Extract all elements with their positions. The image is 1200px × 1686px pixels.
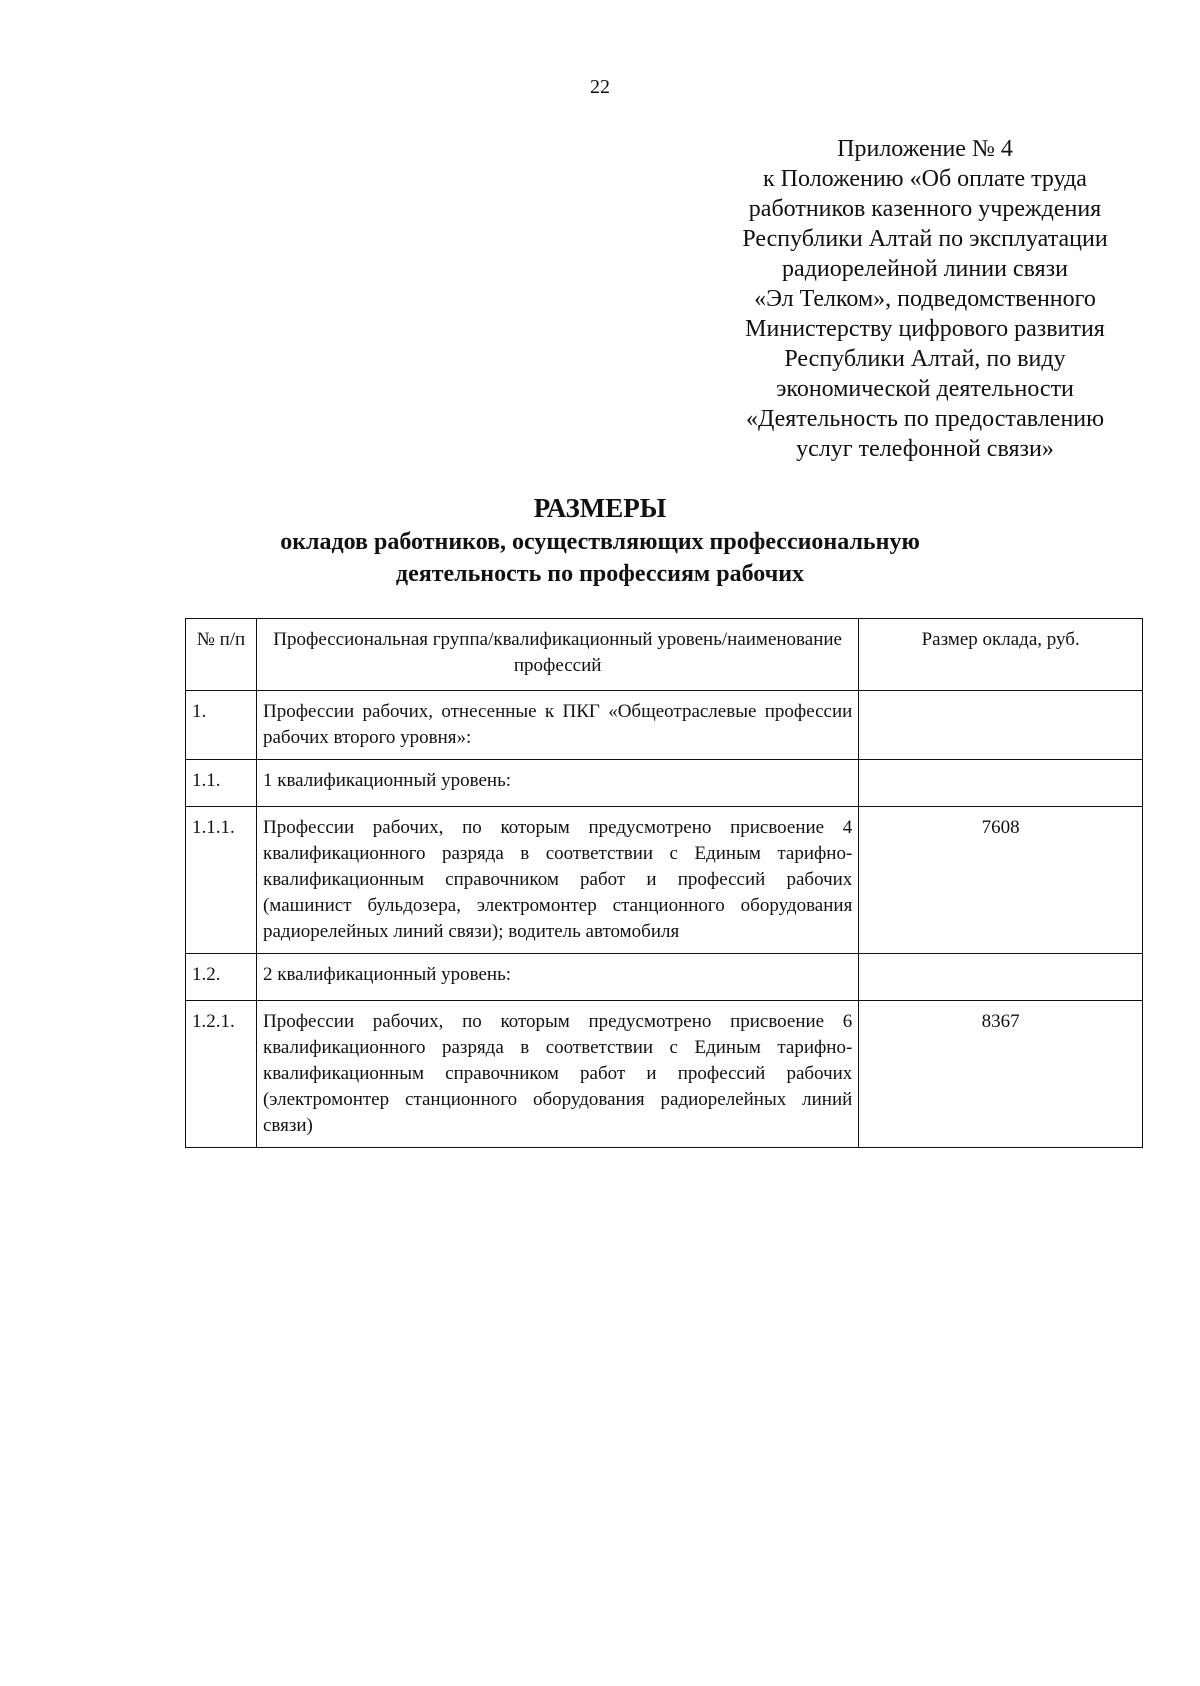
appendix-line: «Деятельность по предоставлению [745, 406, 1105, 432]
appendix-line: услуг телефонной связи» [796, 436, 1054, 462]
header-name: Профессиональная группа/квалификационный уровень/наименование профессий [256, 619, 858, 691]
subtitle-line: деятельность по профессиям рабочих [395, 561, 805, 587]
table-row [186, 807, 1143, 954]
row-number: 1.2. [186, 954, 257, 1001]
document-title: РАЗМЕРЫ [533, 493, 667, 523]
appendix-line: Приложение № 4 [837, 136, 1013, 162]
appendix-line: Республики Алтай, по виду [784, 346, 1066, 372]
row-name: Профессии рабочих, отнесенные к ПКГ «Общеотраслевые профессии рабочих второго уровня»: [256, 691, 858, 760]
appendix-line: экономической деятельности [776, 376, 1074, 402]
table-row [186, 760, 1143, 807]
appendix-line: «Эл Телком», подведомственного [754, 286, 1096, 312]
row-number: 1.1.1. [186, 807, 257, 954]
row-number: 1.1. [186, 760, 257, 807]
row-name: Профессии рабочих, по которым предусмотрено присвоение 4 квалификационного разряда в соответствии с Единым тарифно-квалификационным справочником работ и профессий рабочих (машинист бульдозера, электромонтер станционного оборудования радиорелейных линий связи); водитель автомобиля [256, 807, 858, 954]
row-name: 2 квалификационный уровень: [256, 954, 858, 1001]
subtitle-line: окладов работников, осуществляющих профессиональную [280, 529, 920, 555]
table-header-row [186, 619, 1143, 691]
row-name: 1 квалификационный уровень: [256, 760, 858, 807]
appendix-line: Республики Алтай по эксплуатации [742, 226, 1108, 252]
row-salary [859, 954, 1143, 1001]
row-salary [859, 760, 1143, 807]
row-name: Профессии рабочих, по которым предусмотрено присвоение 6 квалификационного разряда в соответствии с Единым тарифно-квалификационным справочником работ и профессий рабочих (электромонтер станционного оборудования радиорелейных линий связи) [256, 1001, 858, 1148]
salary-table [185, 618, 1143, 1148]
table-row [186, 691, 1143, 760]
row-number: 1. [186, 691, 257, 760]
table-row [186, 954, 1143, 1001]
appendix-line: работников казенного учреждения [748, 196, 1102, 222]
row-salary [859, 691, 1143, 760]
appendix-line: Министерству цифрового развития [745, 316, 1105, 342]
row-salary: 8367 [859, 1001, 1143, 1148]
appendix-line: радиорелейной линии связи [782, 256, 1068, 282]
row-number: 1.2.1. [186, 1001, 257, 1148]
row-salary: 7608 [859, 807, 1143, 954]
header-number: № п/п [186, 619, 257, 691]
appendix-line: к Положению «Об оплате труда [763, 166, 1087, 192]
header-salary: Размер оклада, руб. [859, 619, 1143, 691]
table-row [186, 1001, 1143, 1148]
appendix-block [715, 134, 1135, 464]
document-subtitle [150, 526, 1050, 590]
page-number: 22 [590, 76, 610, 98]
document-heading [150, 490, 1050, 590]
